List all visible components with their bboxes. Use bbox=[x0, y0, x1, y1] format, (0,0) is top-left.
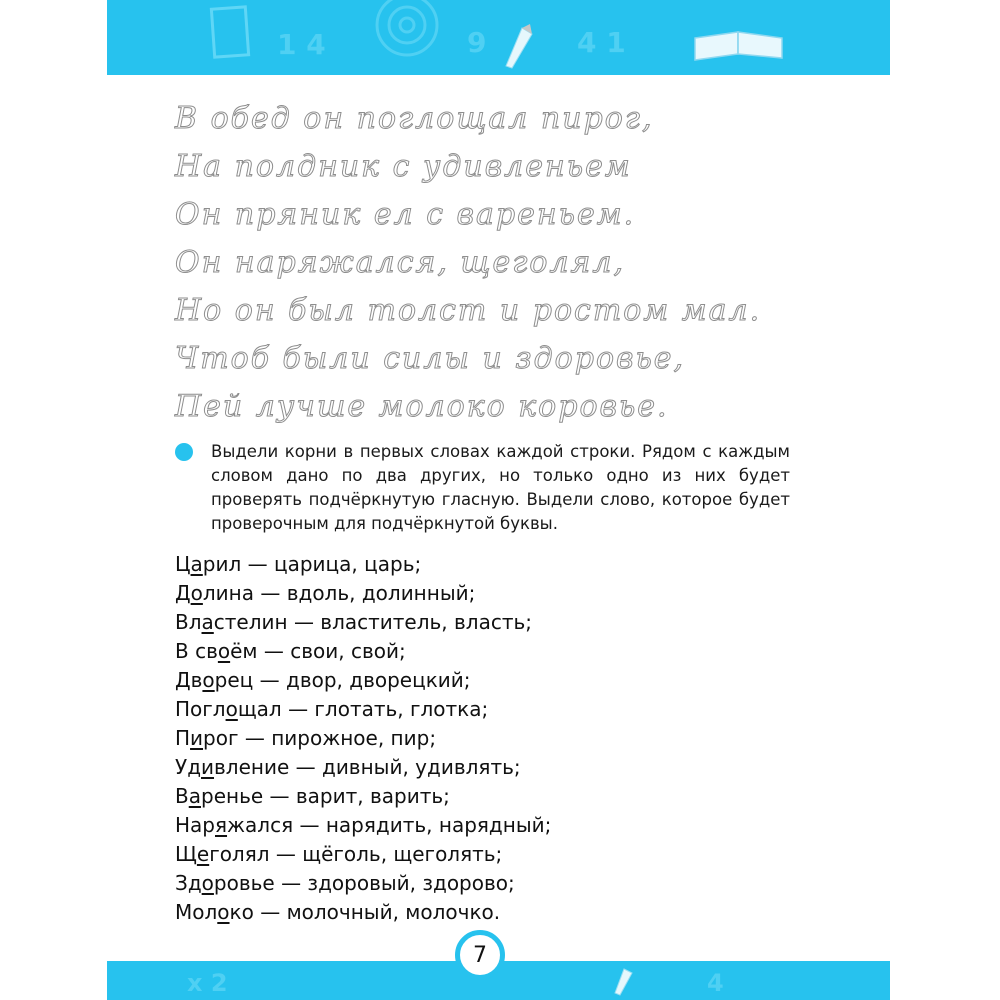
word-rest: ко — молочный, молочко. bbox=[229, 900, 501, 924]
word-row bbox=[175, 898, 735, 927]
word-rest: рец — двор, дворецкий; bbox=[214, 668, 471, 692]
word-rest: жался — нарядить, нарядный; bbox=[227, 813, 552, 837]
word-start: Мол bbox=[175, 900, 218, 924]
underlined-vowel: и bbox=[190, 726, 204, 750]
word-row bbox=[175, 579, 735, 608]
poem-line: В обед он поглощал пирог, bbox=[175, 101, 654, 136]
word-start: В bbox=[175, 784, 189, 808]
handwritten-poem bbox=[175, 95, 875, 431]
word-start: Д bbox=[175, 581, 191, 605]
circles-icon bbox=[372, 0, 442, 70]
word-row bbox=[175, 637, 735, 666]
header-decoration-band bbox=[107, 0, 890, 75]
word-start: Уд bbox=[175, 755, 202, 779]
underlined-vowel: а bbox=[188, 784, 201, 808]
task-text: Выдели корни в первых словах каждой строки. Рядом с каждым словом дано по два других, но только одно из них будет проверять подчёркнутую гласную. Выдели слово, которое будет проверочным для подчёркнутой буквы. bbox=[211, 442, 790, 533]
word-row bbox=[175, 666, 735, 695]
task-instruction bbox=[175, 440, 790, 536]
decor-digits-2: 9 bbox=[467, 26, 487, 59]
word-start: Щ bbox=[175, 842, 197, 866]
poem-line: Он пряник ел с вареньем. bbox=[175, 197, 636, 232]
word-rest: рил — царица, царь; bbox=[202, 552, 422, 576]
decor-digits-3: 4 1 bbox=[577, 26, 626, 59]
underlined-vowel: а bbox=[201, 610, 214, 634]
bullet-icon bbox=[175, 443, 193, 461]
word-rest: ём — свои, свой; bbox=[230, 639, 406, 663]
word-row bbox=[175, 753, 735, 782]
poem-line: Чтоб были силы и здоровье, bbox=[175, 341, 686, 376]
underlined-vowel: о bbox=[217, 900, 230, 924]
decor-digits-footer-2: 4 bbox=[707, 969, 724, 997]
word-row bbox=[175, 869, 735, 898]
word-list bbox=[175, 550, 735, 927]
poem-line: Пей лучше молоко коровье. bbox=[175, 389, 669, 424]
underlined-vowel: о bbox=[225, 697, 238, 721]
word-rest: рог — пирожное, пир; bbox=[203, 726, 437, 750]
decor-digits-footer: x 2 bbox=[187, 969, 228, 997]
word-rest: щал — глотать, глотка; bbox=[237, 697, 489, 721]
word-rest: вление — дивный, удивлять; bbox=[214, 755, 521, 779]
poem-line: Он наряжался, щеголял, bbox=[175, 245, 626, 280]
poem-line: На полдник с удивленьем bbox=[175, 149, 632, 184]
word-rest: ренье — варит, варить; bbox=[201, 784, 450, 808]
underlined-vowel: е bbox=[196, 842, 210, 866]
word-start: Зд bbox=[175, 871, 202, 895]
word-row bbox=[175, 550, 735, 579]
underlined-vowel: о bbox=[217, 639, 231, 663]
word-start: Нар bbox=[175, 813, 215, 837]
book-icon bbox=[692, 20, 787, 65]
word-row bbox=[175, 811, 735, 840]
poem-line: Но он был толст и ростом мал. bbox=[175, 293, 762, 328]
word-rest: стелин — властитель, власть; bbox=[213, 610, 533, 634]
frame-icon bbox=[207, 2, 253, 62]
underlined-vowel: и bbox=[201, 755, 215, 779]
word-row bbox=[175, 782, 735, 811]
underlined-vowel: о bbox=[190, 581, 203, 605]
pencil-icon bbox=[502, 22, 562, 72]
word-start: Вл bbox=[175, 610, 202, 634]
pencil-icon bbox=[612, 967, 652, 997]
word-row bbox=[175, 840, 735, 869]
page-number: 7 bbox=[473, 942, 487, 968]
word-row bbox=[175, 608, 735, 637]
underlined-vowel: я bbox=[215, 813, 228, 837]
word-start: Дв bbox=[175, 668, 203, 692]
word-rest: голял — щёголь, щеголять; bbox=[209, 842, 503, 866]
word-rest: ровье — здоровый, здорово; bbox=[213, 871, 515, 895]
word-row bbox=[175, 695, 735, 724]
word-start: В св bbox=[175, 639, 218, 663]
page-number-badge bbox=[455, 930, 505, 980]
decor-digits: 1 4 bbox=[277, 28, 326, 61]
word-start: Ц bbox=[175, 552, 191, 576]
word-rest: лина — вдоль, долинный; bbox=[202, 581, 476, 605]
underlined-vowel: о bbox=[201, 871, 214, 895]
word-start: Погл bbox=[175, 697, 226, 721]
word-start: П bbox=[175, 726, 191, 750]
underlined-vowel: о bbox=[202, 668, 215, 692]
word-row bbox=[175, 724, 735, 753]
underlined-vowel: а bbox=[190, 552, 203, 576]
